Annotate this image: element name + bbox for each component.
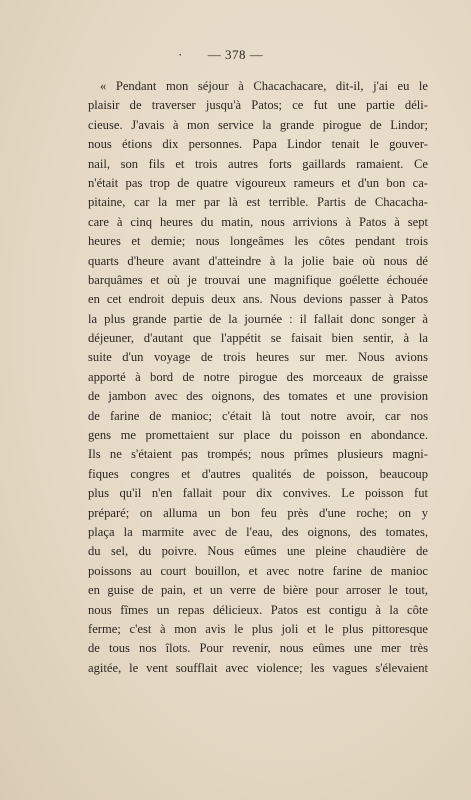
text-line: de tous nos îlots. Pour revenir, nous eûmes une mer très bbox=[88, 641, 428, 656]
body-text bbox=[88, 77, 428, 678]
text-line: agitée, le vent soufflait avec violence; les vagues s'élevaient bbox=[88, 660, 428, 675]
text-line: fiques congres et d'autres qualités de poisson, beaucoup bbox=[88, 466, 428, 481]
text-line: nous fîmes un repas délicieux. Patos est contigu à la côte bbox=[88, 602, 428, 617]
text-line: Ils ne s'étaient pas trompés; nous prîmes plusieurs magni- bbox=[88, 447, 428, 462]
text-line: de jambon avec des oignons, des tomates et une provision bbox=[88, 389, 428, 404]
header-dot: · bbox=[178, 47, 183, 62]
text-line: apporté à bord de notre pirogue des morceaux de graisse bbox=[88, 369, 428, 384]
text-line: plaisir de traverser jusqu'à Patos; ce fut une partie déli- bbox=[88, 98, 428, 113]
page-number: — 378 — bbox=[207, 47, 264, 62]
text-line: ferme; c'est à mon avis le plus joli et le plus pittoresque bbox=[88, 621, 428, 636]
text-line: plus qu'il n'en fallait pour dix convives. Le poisson fut bbox=[88, 486, 428, 501]
text-line: cieuse. J'avais à mon service la grande pirogue de Lindor; bbox=[88, 117, 428, 132]
text-line: nail, son fils et trois autres forts gaillards ramaient. Ce bbox=[88, 156, 428, 171]
text-line: poissons au court bouillon, et avec notre farine de manioc bbox=[88, 563, 428, 578]
text-line: déjeuner, d'autant que l'appétit se faisait bien sentir, à la bbox=[88, 331, 428, 346]
text-line: care à cinq heures du matin, nous arrivions à Patos à sept bbox=[88, 214, 428, 229]
text-line: n'était pas trop de quatre vigoureux rameurs et d'un bon ca- bbox=[88, 175, 428, 190]
text-line: la plus grande partie de la journée : il fallait donc songer à bbox=[88, 311, 428, 326]
text-line: suite d'un voyage de trois heures sur mer. Nous avions bbox=[88, 350, 428, 365]
text-line: pitaine, car la mer par là est terrible. Partis de Chacacha- bbox=[88, 195, 428, 210]
text-line: heures et demie; nous longeâmes les côtes pendant trois bbox=[88, 234, 428, 249]
text-line: du sel, du poivre. Nous eûmes une pleine chaudière de bbox=[88, 544, 428, 559]
text-line: gens me promettaient sur place du poisson en abondance. bbox=[88, 428, 428, 443]
text-line: nous étions dix personnes. Papa Lindor tenait le gouver- bbox=[88, 137, 428, 152]
page-header bbox=[0, 47, 471, 63]
text-line: quarts d'heure avant d'atteindre à la jolie baie où nous dé bbox=[88, 253, 428, 268]
text-line: préparé; on alluma un bon feu près d'une roche; on y bbox=[88, 505, 428, 520]
text-line: en cet endroit depuis deux ans. Nous devions passer à Patos bbox=[88, 292, 428, 307]
text-line: barquâmes et où je trouvai une magnifique goélette échouée bbox=[88, 272, 428, 287]
text-line: plaça la marmite avec de l'eau, des oignons, des tomates, bbox=[88, 524, 428, 539]
text-line: en guise de pain, et un verre de bière pour arroser le tout, bbox=[88, 583, 428, 598]
text-line: « Pendant mon séjour à Chacachacare, dit-il, j'ai eu le bbox=[100, 79, 428, 93]
text-line: de farine de manioc; c'était là tout notre avoir, car nos bbox=[88, 408, 428, 423]
